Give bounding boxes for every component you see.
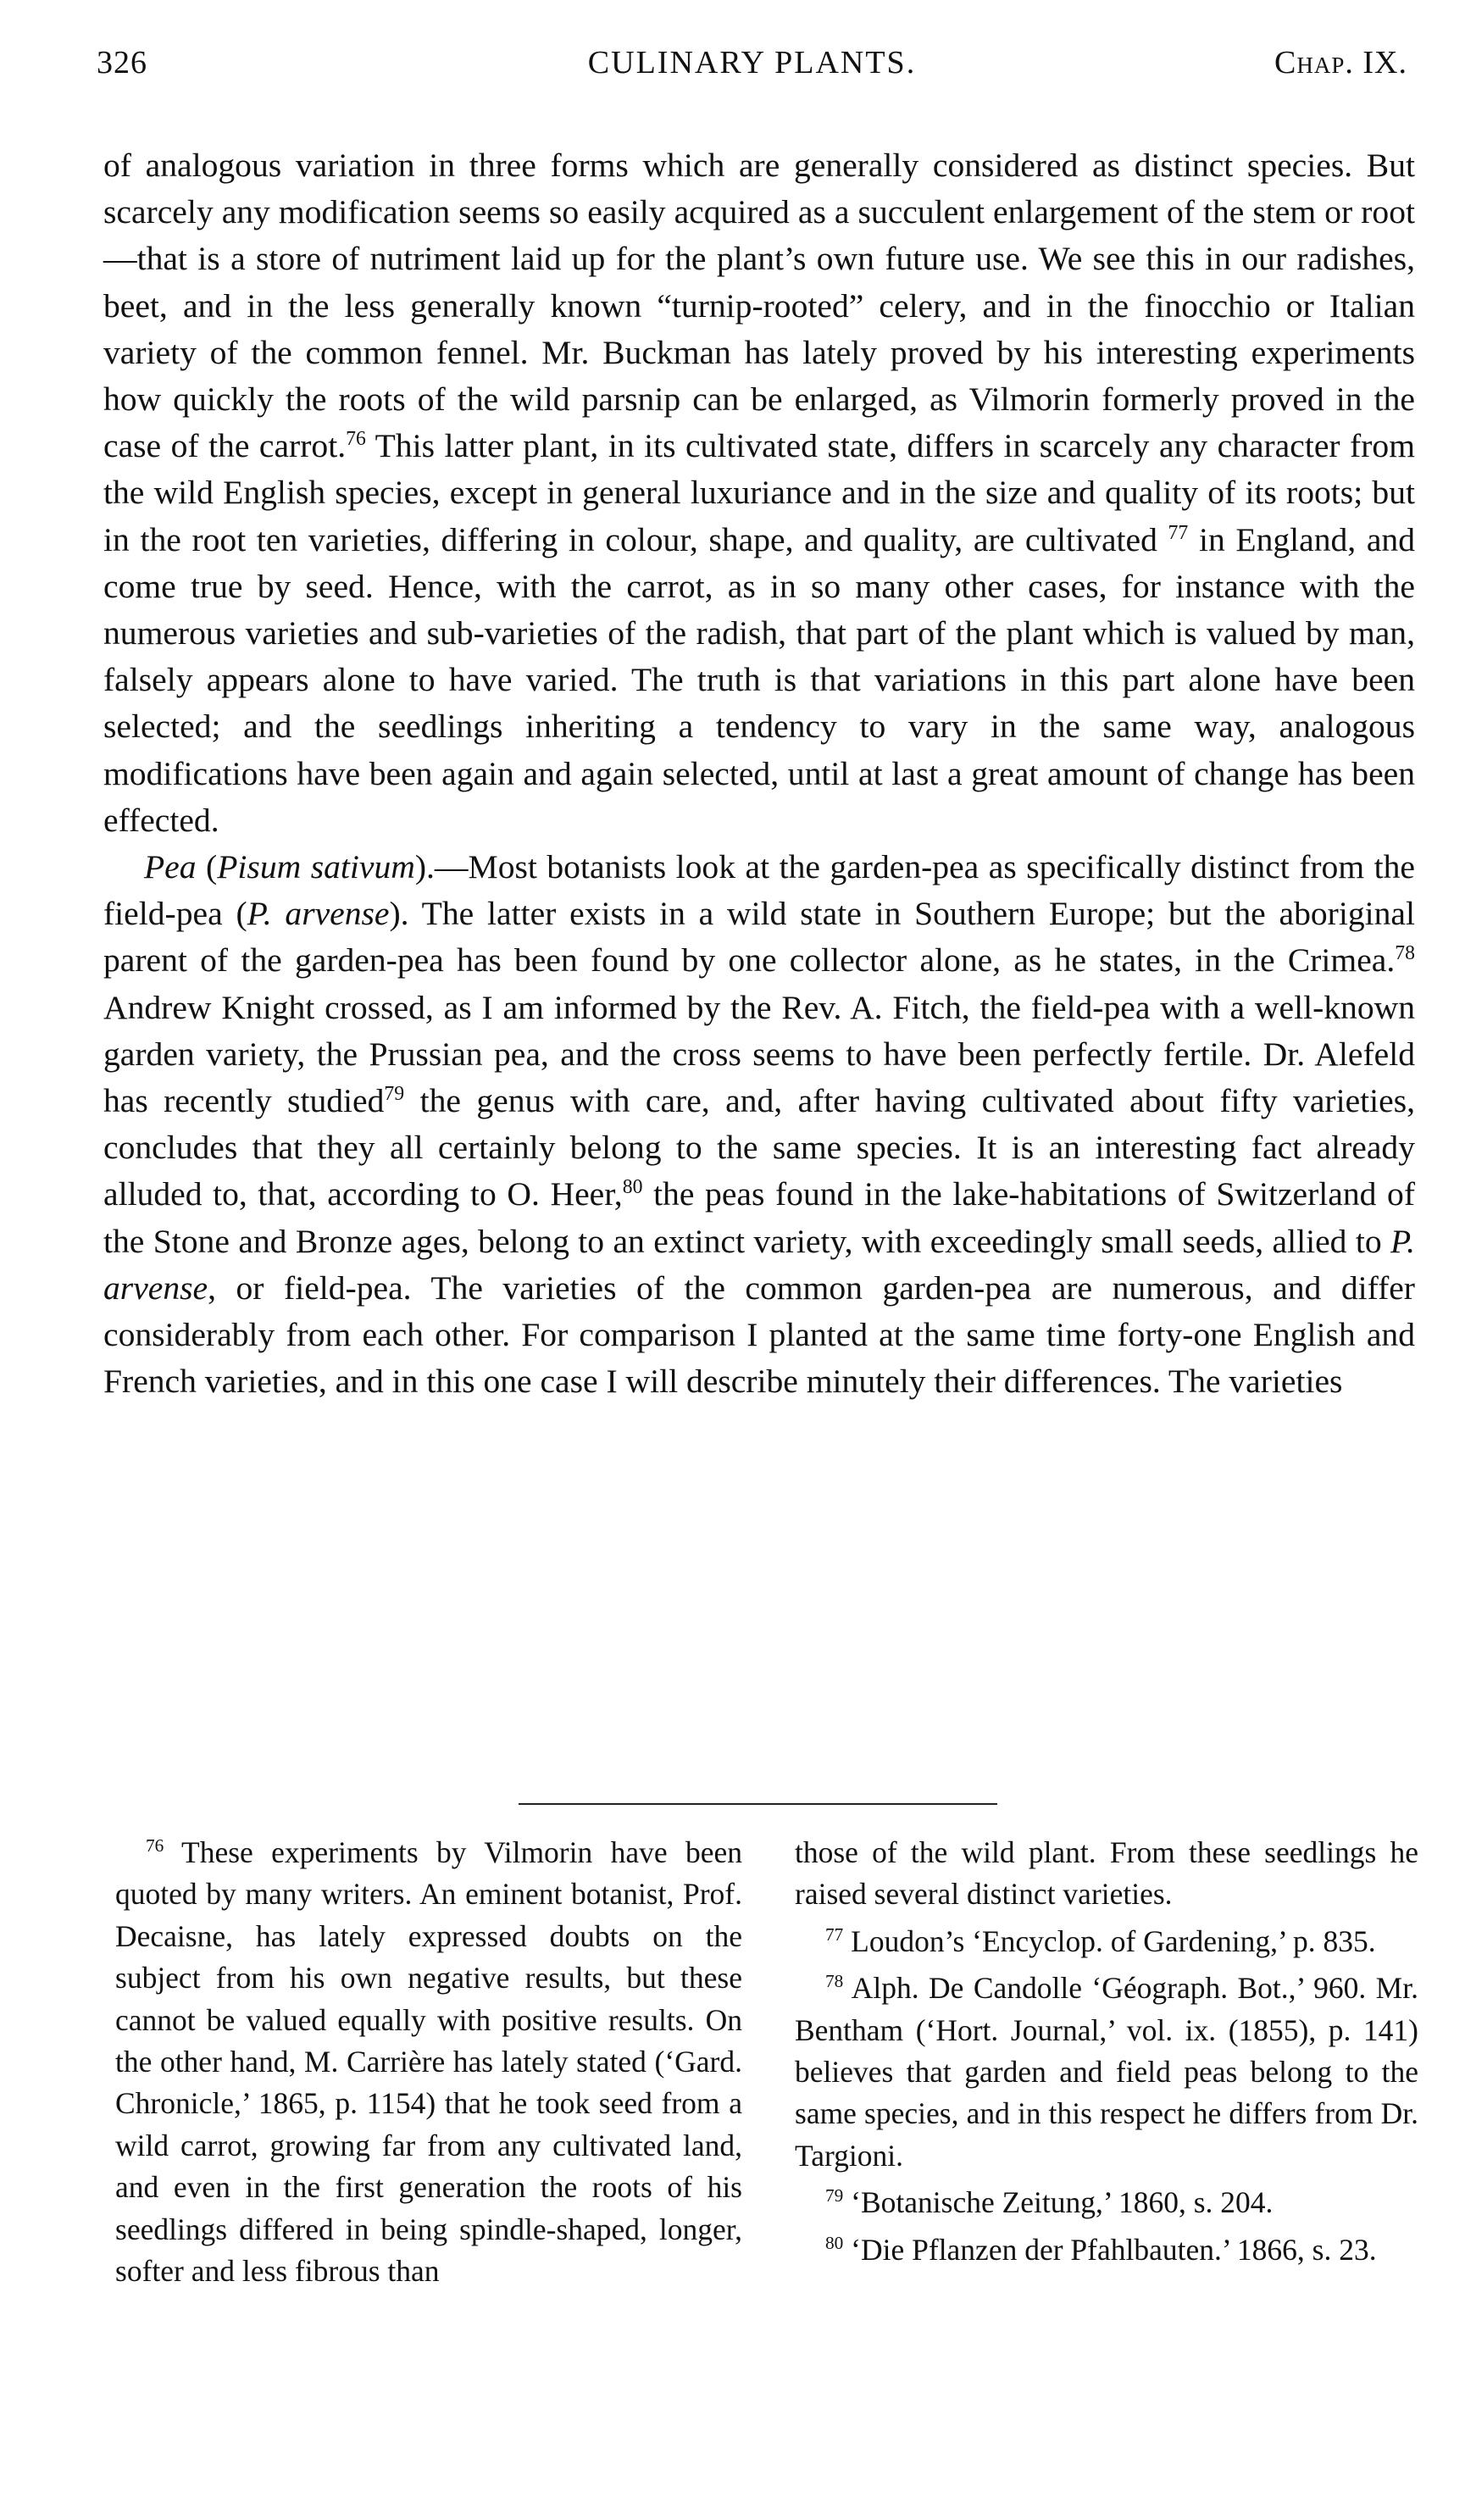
- latin-name: Pisum sativum: [217, 848, 415, 886]
- footnote-number: 80: [825, 2232, 844, 2253]
- footnote-ref-80: 80: [622, 1176, 643, 1199]
- footnote-77: [795, 1921, 1418, 1962]
- footnote-text: Loudon’s ‘Encyclop. of Gardening,’ p. 835.: [843, 1923, 1376, 1958]
- text-run: , or field-pea. The varieties of the common garden-pea are numerous, and differ considerably from each other. For comparison I planted at the same time forty-one English and French varieties, and in this one case I will describe minutely their differences. The varieties: [103, 1268, 1415, 1401]
- text-run: the peas found in the lake-habitations of Switzerland of the Stone and Bronze ages, belong to an extinct variety, with exceedingly small seeds, allied to: [103, 1175, 1415, 1260]
- footnote-78: [795, 1968, 1418, 2177]
- footnote-text: ‘Die Pflanzen der Pfahlbauten.’ 1866, s. 23.: [843, 2232, 1377, 2267]
- footnote-number: 79: [825, 2185, 844, 2206]
- latin-name: P. arvense: [247, 895, 390, 933]
- footnote-ref-79: 79: [384, 1082, 405, 1105]
- chapter-label: Chap. IX.: [1274, 45, 1407, 80]
- text-run: of analogous variation in three forms which are generally considered as distinct species. But scarcely any modification seems so easily acquired as a succulent enlargement of the stem or root—that is a store of nutriment laid up for the plant’s own future use. We see this in our radishes, beet, and in the less generally known “turnip-rooted” celery, and in the finocchio or Italian variety of the common fennel. Mr. Buckman has lately proved by his interesting experiments how quickly the roots of the wild parsnip can be enlarged, as Vilmorin formerly proved in the case of the carrot.: [103, 147, 1415, 465]
- footnote-text: Alph. De Candolle ‘Géograph. Bot.,’ 960. Mr. Bentham (‘Hort. Journal,’ vol. ix. (1855), p. 141) believes that garden and field peas belong to the same species, and in this respect he differs from Dr. Targioni.: [795, 1971, 1418, 2173]
- text-run: the genus with care, and, after having cultivated about fifty varieties, concludes that they all certainly belong to the same species. It is an interesting fact already alluded to, that, according to O. Heer,: [103, 1082, 1415, 1213]
- text-run: in England, and come true by seed. Hence, with the carrot, as in so many other cases, for instance with the numerous varieties and sub-varieties of the radish, that part of the plant which is valued by man, falsely appears alone to have varied. The truth is that variations in this part alone have been selected; and the seedlings inheriting a tendency to vary in the same way, analogous modifications have been again and again selected, until at last a great amount of change has been effected.: [103, 520, 1416, 839]
- footnote-79: [795, 2182, 1418, 2223]
- footnote-divider: [519, 1803, 997, 1805]
- page-number: 326: [97, 45, 147, 80]
- footnote-76-continued: those of the wild plant. From these seedlings he raised several distinct varieties.: [795, 1835, 1418, 1912]
- text-run: (: [196, 848, 218, 886]
- footnote-number: 77: [825, 1924, 844, 1946]
- footnote-text: These experiments by Vilmorin have been quoted by many writers. An eminent botanist, Prof. Decaisne, has lately expressed doubts on the subject from his own negative results, but these cannot be valued equally with positive results. On the other hand, M. Carrière has lately stated (‘Gard. Chronicle,’ 1865, p. 1154) that he took seed from a wild carrot, growing far from any cultivated land, and even in the first generation the roots of his seedlings differed in being spindle-shaped, longer, softer and less fibrous than: [115, 1835, 742, 2289]
- latin-name: P. arvense: [103, 1222, 1415, 1307]
- footnotes-left-column: [115, 1832, 742, 2297]
- footnote-text: ‘Botanische Zeitung,’ 1860, s. 204.: [843, 2185, 1274, 2220]
- text-run: Andrew Knight crossed, as I am informed by the Rev. A. Fitch, the field-pea with a well-known garden variety, the Prussian pea, and the cross seems to have been perfectly fertile. Dr. Alefeld has recently studied: [103, 988, 1415, 1120]
- running-title: CULINARY PLANTS.: [587, 45, 917, 80]
- footnote-number: 76: [146, 1835, 164, 1857]
- page-header: [97, 44, 1407, 95]
- text-run: ). The latter exists in a wild state in Southern Europe; but the aboriginal parent of the garden-pea has been found by one collector alone, as he states, in the Crimea.: [103, 895, 1415, 980]
- text-run: This latter plant, in its cultivated state, differs in scarcely any character from the wild English species, except in general luxuriance and in the size and quality of its roots; but in the root ten varieties, differing in colour, shape, and quality, are cultivated: [103, 427, 1415, 558]
- footnote-80: [795, 2229, 1418, 2271]
- footnote-ref-76: 76: [346, 427, 366, 450]
- footnotes-right-column: [795, 1832, 1418, 2276]
- footnote-number: 78: [825, 1971, 844, 1992]
- paragraph-pea: [103, 844, 1415, 1405]
- footnote-76: [115, 1832, 742, 2292]
- main-text: [103, 142, 1415, 1405]
- section-heading-pea: Pea: [144, 848, 197, 886]
- footnote-ref-78: 78: [1395, 942, 1415, 965]
- text-run: ).—Most botanists look at the garden-pea as specifically distinct from the field-pea (: [103, 848, 1416, 933]
- footnote-ref-77: 77: [1168, 521, 1189, 544]
- paragraph-carrot: [103, 142, 1415, 844]
